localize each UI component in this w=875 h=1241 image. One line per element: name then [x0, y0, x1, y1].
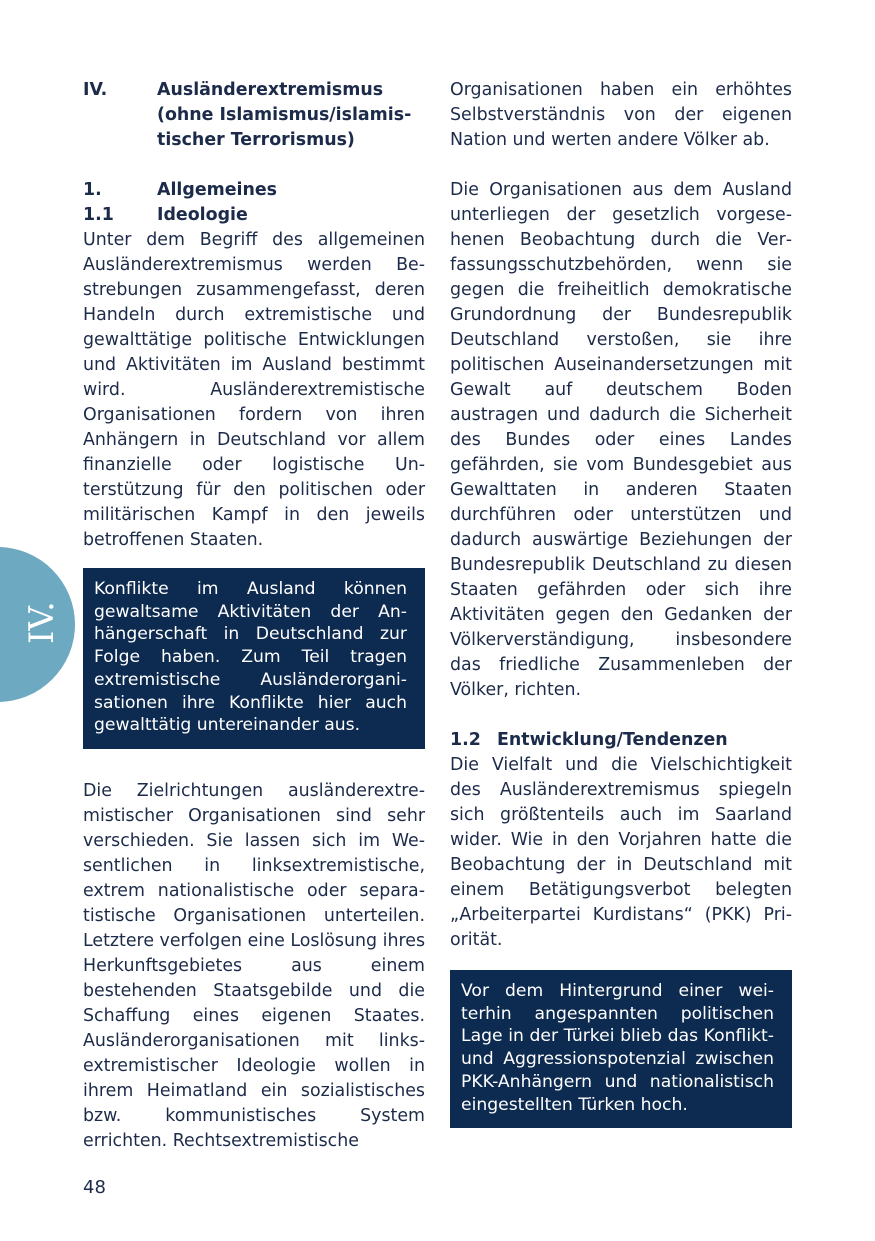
subsection-heading-1 — [83, 178, 425, 203]
section-title — [157, 78, 425, 153]
section-heading — [83, 78, 425, 153]
body-paragraph: Unter dem Begriff des allgemeinen Ausländerextremismus werden Bestrebungen zusammengefasst, deren Handeln durch extremistische und gewalttätige politische Entwicklungen und Aktivitäten im Ausland bestimmt wird. Ausländerextremistische Organisationen fordern von ihren Anhängern in Deutschland vor allem finanzielle oder logistische Unterstützung für den politischen oder militärischen Kampf in den jeweils betroffenen Staaten. — [83, 230, 425, 550]
body-paragraph: Die Organisationen aus dem Ausland unterliegen der gesetzlich vorgesehenen Beobachtung durch die Verfassungsschutzbehörden, wenn sie gegen die freiheitlich demokratische Grundordnung der Bundesrepublik Deutschland verstoßen, sie ihre politischen Auseinandersetzungen mit Gewalt auf deutschem Boden austragen und dadurch die Sicherheit des Bundes oder eines Landes gefährden, sie vom Bundesgebiet aus Gewalttaten in anderen Staaten durchführen oder unterstützen und dadurch auswärtige Beziehungen der Bundesrepublik Deutschland zu diesen Staaten gefährden oder sich ihre Aktivitäten gegen den Gedanken der Völkerverständigung, insbesondere das friedliche Zusammenleben der Völker, richten. — [450, 180, 792, 700]
section-title-line-3: tischer Terrorismus) — [157, 130, 355, 150]
highlight-text: Vor dem Hintergrund einer weiterhin angespannten politischen Lage in der Türkei blieb das Konflikt- und Aggressionspotenzial zwischen PKK-Anhängern und nationalistisch eingestellten Türken hoch. — [461, 981, 774, 1115]
section-title-line-1: Ausländerextremismus — [157, 80, 384, 100]
section-title-line-2: (ohne Islamismus/islamis- — [157, 105, 412, 125]
subsection-title: Allgemeines — [157, 180, 278, 200]
subsection-number: 1.1 — [83, 205, 114, 225]
subsection-heading-1-1 — [83, 203, 425, 228]
left-column — [83, 78, 425, 1154]
body-paragraph: Die Vielfalt und die Vielschichtigkeit des Ausländerextremismus spiegeln sich größtenteils auch im Saarland wider. Wie in den Vorjahren hatte die Beobachtung der in Deutschland mit einem Betätigungsverbot belegten „Arbeiterpartei Kurdistans“ (PKK) Priorität. — [450, 755, 792, 950]
page-number: 48 — [83, 1177, 106, 1198]
section-number: IV. — [83, 80, 108, 100]
highlight-box — [83, 568, 425, 749]
subsection-heading-1-2 — [450, 728, 792, 753]
body-paragraph: Die Zielrichtungen ausländerextremistischer Organisationen sind sehr verschieden. Sie lassen sich im Wesentlichen in linksextremistische, extrem nationalistische oder separatistische Organisationen unterteilen. Letztere verfolgen eine Loslösung ihres Herkunftsgebietes aus einem bestehenden Staatsgebilde und die Schaffung eines eigenen Staates. Ausländerorganisationen mit linksextremistischer Ideologie wollen in ihrem Heimatland ein sozialistisches bzw. kommunistisches System errichten. Rechtsextremistische — [83, 780, 425, 1151]
highlight-text: Konflikte im Ausland können gewaltsame Aktivitäten der Anhängerschaft in Deutschland zur Folge haben. Zum Teil tragen extremistische Ausländerorganisationen ihre Konflikte hier auch gewalttätig untereinander aus. — [94, 579, 407, 736]
chapter-tab-label: IV. — [22, 601, 62, 644]
subsection-title: Entwicklung/Tendenzen — [497, 730, 728, 750]
subsection-title: Ideologie — [157, 205, 248, 225]
subsection-number: 1.2 — [450, 730, 481, 750]
subsection-number: 1. — [83, 180, 102, 200]
highlight-box — [450, 970, 792, 1128]
body-paragraph: Organisationen haben ein erhöhtes Selbstverständnis von der eigenen Nation und werten andere Völker ab. — [450, 80, 792, 150]
right-column — [450, 78, 792, 1128]
